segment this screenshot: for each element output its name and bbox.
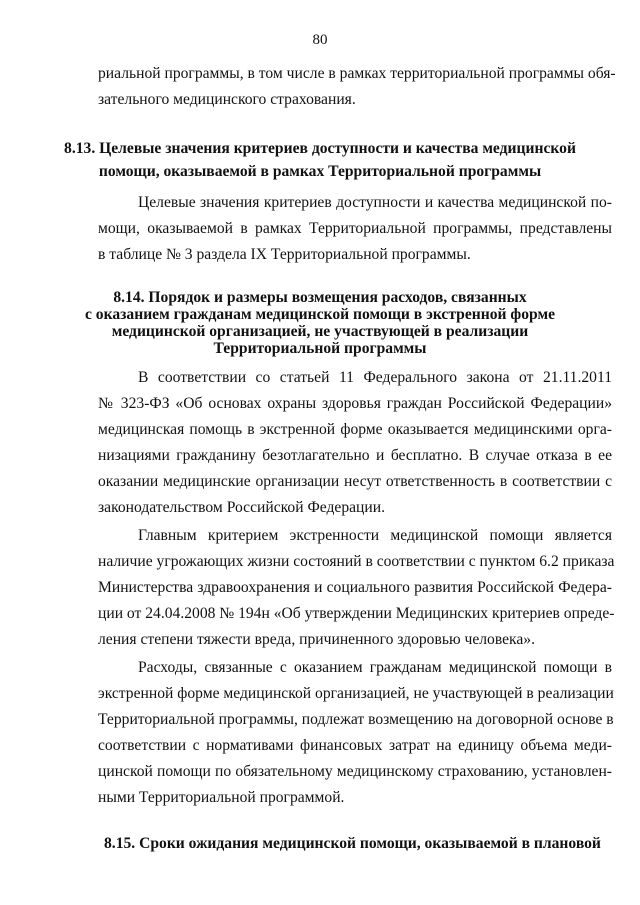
text-line: Территориальной программы, подлежат возмещению на договорной основе в bbox=[98, 711, 614, 728]
text-line: № 323-ФЗ «Об основах охраны здоровья граждан Российской Федерации» bbox=[98, 395, 612, 412]
text-line: Главным критерием экстренности медицинской помощи является bbox=[138, 527, 612, 544]
text-line: в таблице № 3 раздела IX Территориальной программы. bbox=[98, 246, 471, 263]
section-heading: 8.14. Порядок и размеры возмещения расходов, связанных bbox=[113, 289, 527, 306]
text-line: ными Территориальной программой. bbox=[98, 789, 345, 806]
text-line: Целевые значения критериев доступности и качества медицинской по- bbox=[138, 194, 612, 211]
text-line: наличие угрожающих жизни состояний в соответствии с пунктом 6.2 приказа bbox=[98, 553, 615, 570]
page-number: 80 bbox=[312, 32, 328, 48]
text-line: В соответствии со статьей 11 Федерального закона от 21.11.2011 bbox=[138, 369, 612, 386]
section-heading: 8.15. Сроки ожидания медицинской помощи, оказываемой в плановой bbox=[104, 835, 601, 852]
text-line: ции от 24.04.2008 № 194н «Об утверждении Медицинских критериев опреде- bbox=[98, 605, 615, 622]
section-heading: с оказанием гражданам медицинской помощи в экстренной форме bbox=[84, 306, 555, 323]
section-heading: помощи, оказываемой в рамках Территориальной программы bbox=[98, 163, 542, 180]
text-line: экстренной форме медицинской организацией, не участвующей в реализации bbox=[98, 685, 614, 702]
text-line: законодательством Российской Федерации. bbox=[98, 499, 385, 516]
text-line: медицинская помощь в экстренной форме оказывается медицинскими орга- bbox=[98, 421, 612, 438]
text-line: Министерства здравоохранения и социального развития Российской Федера- bbox=[98, 579, 612, 596]
text-line: низациями гражданину безотлагательно и бесплатно. В случае отказа в ее bbox=[98, 447, 612, 464]
text-line: соответствии с нормативами финансовых затрат на единицу объема меди- bbox=[98, 737, 612, 754]
section-heading: медицинской организацией, не участвующей в реализации bbox=[111, 323, 529, 340]
text-line: ления степени тяжести вреда, причиненного здоровью человека». bbox=[98, 631, 535, 648]
text-line: риальной программы, в том числе в рамках территориальной программы обя- bbox=[98, 65, 616, 82]
text-line: цинской помощи по обязательному медицинскому страхованию, установлен- bbox=[98, 763, 612, 780]
text-line: оказании медицинские организации несут ответственность в соответствии с bbox=[98, 473, 612, 490]
section-heading: 8.13. Целевые значения критериев доступности и качества медицинской bbox=[64, 140, 576, 157]
text-line: мощи, оказываемой в рамках Территориальной программы, представлены bbox=[98, 220, 612, 237]
text-line: Расходы, связанные с оказанием гражданам медицинской помощи в bbox=[138, 659, 612, 676]
section-heading: Территориальной программы bbox=[213, 340, 427, 357]
text-line: зательного медицинского страхования. bbox=[98, 91, 356, 108]
